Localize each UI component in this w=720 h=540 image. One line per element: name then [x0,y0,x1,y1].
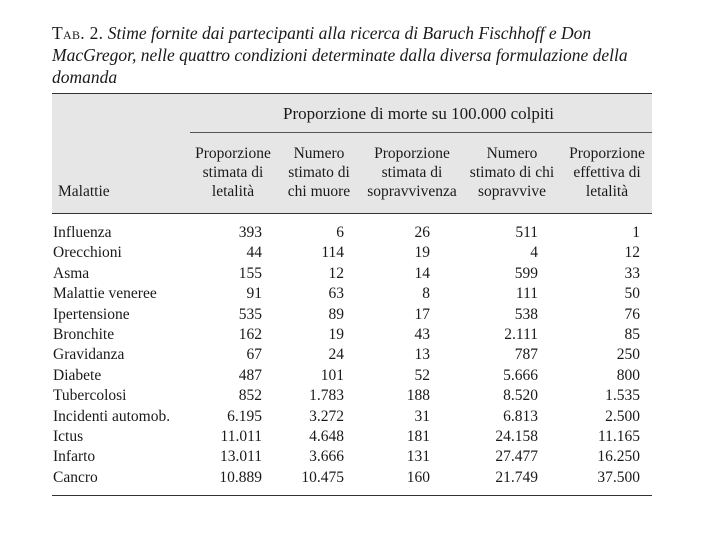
table-row [52,305,652,326]
group-header: Proporzione di morte su 100.000 colpiti [282,104,555,123]
table-cell: 250 [616,346,640,364]
table-cell: 44 [246,244,262,262]
table-cell: 188 [406,387,430,405]
table-cell: 1 [632,224,640,241]
table-cell: 50 [624,285,640,303]
table-cell: 852 [238,387,262,405]
table-cell: 10.889 [219,468,262,486]
table-cell: 111 [515,285,538,303]
table-row [52,407,652,428]
column-header-line: Proporzione [374,145,450,162]
table-cell: 11.011 [220,428,262,445]
table-row [52,427,652,448]
table-cell: 599 [514,264,538,282]
table-cell: 6 [336,224,344,241]
table-cell: 800 [616,366,640,384]
table-cell: 2.111 [504,326,538,343]
table-cell: 1.783 [309,387,344,405]
table-cell: 393 [238,224,262,241]
disease-name: Incidenti automob. [53,407,171,425]
disease-name: Ictus [53,428,84,445]
column-header-line: Numero [486,145,538,162]
column-header-line: stimata di [381,164,443,181]
table-row [52,345,652,366]
column-header-line: letalità [585,183,629,200]
table-cell: 487 [238,366,262,384]
table-cell: 511 [515,224,538,241]
group-header-rule [190,132,652,133]
table-cell: 11.165 [597,428,640,445]
column-header-line: Proporzione [195,145,271,162]
table-row [52,325,652,346]
table-cell: 17 [414,305,430,323]
table-cell: 52 [414,366,430,384]
table-row [52,468,652,489]
table-cell: 37.500 [597,468,640,486]
table-cell: 76 [624,305,640,323]
column-header-line: stimata di [202,164,264,181]
table-cell: 19 [328,326,344,343]
table-cell: 24 [328,346,344,364]
table-cell: 160 [406,468,430,486]
column-header-line: Numero [293,145,345,162]
column-header-line: stimato di [288,164,350,181]
table-caption [52,22,662,88]
caption-label: Tab. 2. [52,23,104,43]
table-cell: 43 [414,326,430,343]
table-cell: 13 [414,346,430,364]
column-header-2 [280,144,358,201]
disease-name: Ipertensione [53,305,130,323]
disease-name: Orecchioni [53,244,122,262]
table-cell: 3.666 [309,448,344,466]
disease-name: Bronchite [53,326,115,343]
table-cell: 27.477 [495,448,538,466]
table-row [52,386,652,407]
row-header: Malattie [58,183,110,200]
disease-name: Asma [53,264,90,282]
disease-name: Gravidanza [53,346,125,364]
header-rule [52,213,652,214]
column-header-line: letalità [211,183,255,200]
table-row [52,447,652,468]
table-cell: 10.475 [301,468,344,486]
table-cell: 12 [624,244,640,262]
table-cell: 1.535 [605,387,640,405]
table-cell: 13.011 [219,448,262,466]
table-cell: 8.520 [503,387,538,405]
table-cell: 535 [238,305,262,323]
column-header-line: effettiva di [573,164,641,181]
table-cell: 31 [414,407,430,425]
table-cell: 3.272 [309,407,344,425]
table-cell: 12 [328,264,344,282]
column-header-line: sopravvive [477,183,546,200]
column-header-4 [462,144,562,201]
table-cell: 16.250 [597,448,640,466]
table-row [52,284,652,305]
disease-name: Infarto [53,448,96,466]
table-cell: 538 [514,305,538,323]
column-header-line: stimato di chi [469,164,555,181]
table-cell: 85 [624,326,640,343]
data-table [52,93,652,496]
disease-name: Diabete [53,366,102,384]
table-cell: 21.749 [495,468,538,486]
table-cell: 91 [246,285,262,303]
disease-name: Tubercolosi [53,387,127,405]
table-row [52,264,652,285]
table-cell: 114 [321,244,344,262]
table-cell: 33 [624,264,640,282]
bottom-rule [52,495,652,496]
column-header-3 [363,144,461,201]
table-cell: 14 [414,264,430,282]
caption-text: Stime fornite dai partecipanti alla ricerca di Baruch Fischhoff e Don MacGregor, nelle quattro condizioni determinate dalla diversa formulazione della domanda [52,23,628,87]
table-cell: 63 [328,285,344,303]
column-header-line: Proporzione [569,145,645,162]
column-header-5 [562,144,652,201]
top-rule [52,93,652,94]
table-cell: 101 [320,366,344,384]
table-cell: 162 [238,326,262,343]
table-cell: 24.158 [495,428,538,445]
disease-name: Cancro [53,468,98,486]
table-cell: 6.195 [227,407,262,425]
table-cell: 67 [246,346,262,364]
table-cell: 89 [328,305,344,323]
table-row [52,243,652,264]
table-cell: 6.813 [503,407,538,425]
table-cell: 155 [238,264,262,282]
table-cell: 181 [406,428,430,445]
table-cell: 4.648 [309,428,344,445]
column-header-line: chi muore [287,183,351,200]
table-cell: 19 [414,244,430,262]
disease-name: Malattie veneree [53,285,157,303]
table-cell: 131 [406,448,430,466]
table-cell: 5.666 [503,366,538,384]
table-cell: 787 [514,346,538,364]
table-cell: 26 [414,224,430,241]
column-header-1 [190,144,276,201]
table-cell: 4 [530,244,538,262]
column-header-line: sopravvivenza [367,183,457,200]
table-cell: 8 [422,285,430,303]
disease-name: Influenza [53,224,112,241]
table-row [52,223,652,244]
table-row [52,366,652,387]
table-cell: 2.500 [605,407,640,425]
